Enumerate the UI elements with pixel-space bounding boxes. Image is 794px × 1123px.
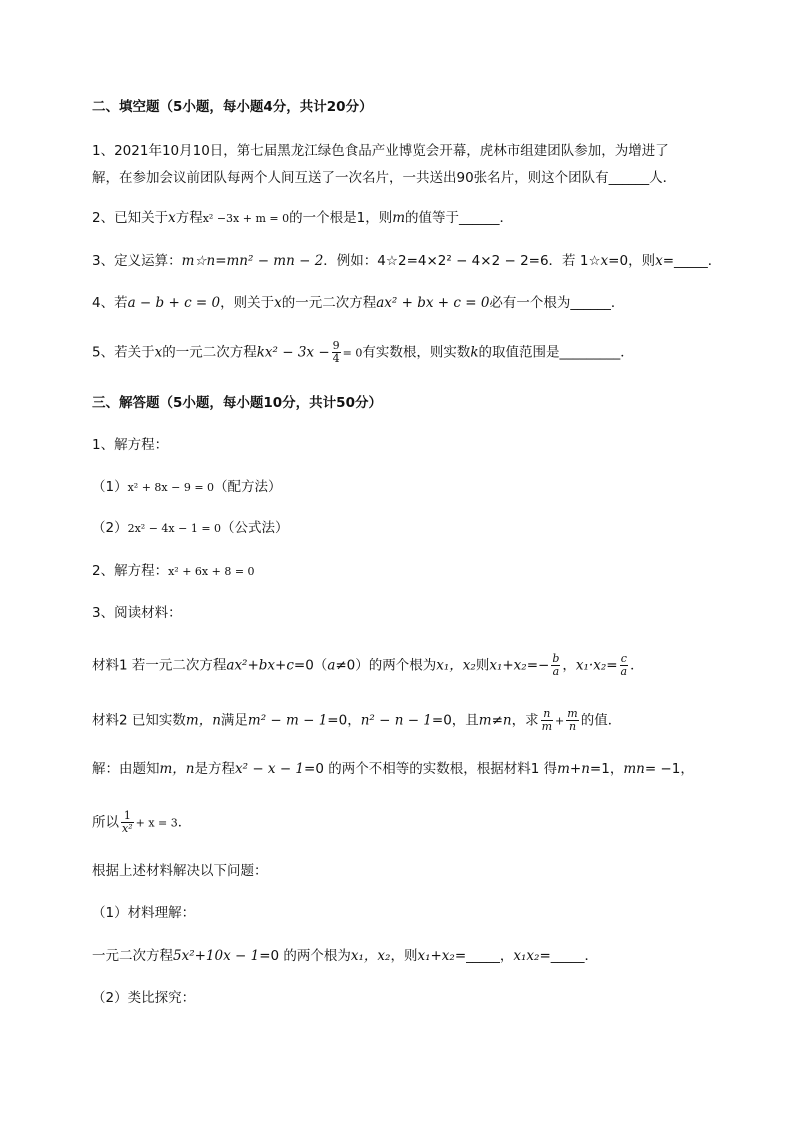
- conclusion-line: [92, 810, 191, 835]
- sub-question-1-title: （1）材料理解：: [92, 905, 196, 921]
- q3-text: 3、定义运算：: [92, 253, 182, 269]
- m1-text: 则: [475, 657, 490, 674]
- q5-fraction-denominator: 4: [332, 352, 340, 365]
- q5-fraction-numerator: 9: [332, 339, 340, 352]
- m2-condition: m≠n: [478, 712, 512, 729]
- m2-text: 材料2 已知实数: [92, 712, 186, 729]
- m1-equation: ax²+bx+c: [226, 657, 294, 674]
- sol-sum: m+n: [557, 761, 590, 777]
- l1-equation: 5x²+10x − 1: [173, 948, 260, 964]
- sol-text: = −1，: [644, 761, 694, 777]
- p1-1-equation: x² + 8x − 9 = 0: [127, 481, 215, 494]
- q4-text: ，则关于: [220, 295, 275, 311]
- m1-var: a: [327, 657, 336, 674]
- q5-equation: = 0: [342, 346, 363, 360]
- q3-var: x: [600, 253, 609, 269]
- m1-text: ，: [562, 657, 576, 674]
- p2-label: 2、解方程：: [92, 563, 169, 579]
- fraction-denominator: x²: [122, 822, 133, 835]
- question-5: [92, 340, 634, 365]
- q5-equation: kx² − 3x −: [256, 344, 330, 361]
- sub-question-2-title: （2）类比探究：: [92, 990, 196, 1006]
- q4-condition: a − b + c = 0: [127, 295, 221, 311]
- m1-text: ≠0）的两个根为: [335, 657, 437, 674]
- p2-equation: x² + 6x + 8 = 0: [168, 565, 255, 578]
- question-1-line-1: 1、2021年10月10日，第七届黑龙江绿色食品产业博览会开幕，虎林市组建团队参加，为增进了: [92, 143, 669, 159]
- m1-roots: x₁，x₂: [436, 657, 476, 674]
- sol-text: 解：由题知: [92, 761, 160, 777]
- material-2: [92, 708, 621, 733]
- material-1: [92, 653, 644, 678]
- q3-text: =0，则: [608, 253, 656, 269]
- sol-text: =0 的两个不相等的实数根，根据材料1 得: [304, 761, 558, 777]
- p1-2-label: （2）: [92, 520, 128, 536]
- q2-text: 2、已知关于: [92, 210, 169, 226]
- m1-sum: x₁+x₂: [489, 657, 527, 674]
- q2-var: m: [392, 210, 406, 226]
- q5-text: 的一元二次方程: [162, 344, 257, 361]
- fraction-denominator: m: [541, 720, 553, 733]
- m1-text: =0（: [293, 657, 328, 674]
- problem-1-part-2: [92, 518, 289, 539]
- m2-text: =0，: [327, 712, 361, 729]
- l1-text: ，则: [390, 948, 418, 964]
- m2-text: =0，且: [431, 712, 479, 729]
- q3-definition: m☆n=mn² − mn − 2: [181, 253, 324, 269]
- fraction-denominator: n: [568, 720, 577, 733]
- fraction-numerator: b: [552, 652, 560, 665]
- problem-1-part-1: [92, 477, 282, 498]
- q4-text: 4、若: [92, 295, 128, 311]
- m1-fraction-b-over-a: [551, 653, 560, 678]
- m1-text: 材料1 若一元二次方程: [92, 657, 227, 674]
- question-1-line-2: 解，在参加会议前团队每两个人间互送了一次名片，一共送出90张名片，则这个团队有______人．: [92, 170, 677, 186]
- q5-fraction: [332, 340, 341, 365]
- m1-text: ．: [630, 657, 644, 674]
- l1-text: =_____．: [539, 948, 599, 964]
- question-4: [92, 293, 624, 313]
- problem-1: 1、解方程：: [92, 437, 169, 453]
- problem-2: [92, 561, 255, 582]
- m1-fraction-c-over-a: [620, 653, 629, 678]
- fraction-numerator: n: [541, 708, 553, 721]
- fraction-denominator: a: [620, 665, 628, 678]
- q2-text: 方程: [175, 210, 203, 226]
- q4-text: 的一元二次方程: [281, 295, 377, 311]
- sol-equation: x² − x − 1: [235, 761, 305, 777]
- sol-text: 是方程: [194, 761, 235, 777]
- p1-2-equation: 2x² − 4x − 1 = 0: [127, 522, 222, 535]
- so-equation: + x = 3: [135, 816, 178, 830]
- m1-text: =: [606, 657, 618, 674]
- question-3: [92, 251, 721, 271]
- m2-vars: m，n: [185, 712, 221, 729]
- question-2: [92, 208, 513, 229]
- p1-1-method: （配方法）: [214, 479, 282, 495]
- q2-text: 的值等于______．: [405, 210, 514, 226]
- sol-text: =1，: [589, 761, 624, 777]
- fraction-numerator: 1: [121, 810, 134, 823]
- m2-text: 满足: [220, 712, 248, 729]
- q3-var: x: [655, 253, 663, 269]
- sol-product: mn: [623, 761, 645, 777]
- q4-var: x: [274, 295, 282, 311]
- q5-text: 5、若关于: [92, 344, 155, 361]
- l1-product: x₁x₂: [513, 948, 540, 964]
- fraction-numerator: c: [620, 652, 627, 665]
- q2-var: x: [168, 210, 176, 226]
- q4-text: 必有一个根为______．: [489, 295, 625, 311]
- l1-sum: x₁+x₂: [417, 948, 455, 964]
- m2-text: ，求: [511, 712, 539, 729]
- q3-text: =_____．: [662, 253, 722, 269]
- solution-line: [92, 759, 694, 779]
- question-intro: 根据上述材料解决以下问题：: [92, 863, 268, 879]
- m1-text: =−: [526, 657, 550, 674]
- l1-text: =0 的两个根为: [259, 948, 351, 964]
- q5-text: 的取值范围是_________．: [478, 344, 634, 361]
- m1-product: x₁·x₂: [575, 657, 607, 674]
- l1-roots: x₁，x₂: [350, 948, 391, 964]
- q3-text: ．例如：4☆2=4×2² − 4×2 − 2=6．若 1☆: [323, 253, 601, 269]
- so-text: 所以: [92, 814, 119, 831]
- q4-equation: ax² + bx + c = 0: [376, 295, 490, 311]
- q2-equation: x² −3x + m = 0: [202, 212, 290, 225]
- m2-fraction-n-over-m: [541, 708, 553, 733]
- q2-text: 的一个根是1，则: [289, 210, 393, 226]
- p1-2-method: （公式法）: [221, 520, 289, 536]
- section-fill-in-title: 二、填空题（5小题，每小题4分，共计20分）: [92, 99, 373, 115]
- l1-text: =_____，: [454, 948, 514, 964]
- m2-equation: m² − m − 1: [247, 712, 328, 729]
- problem-3: 3、阅读材料：: [92, 605, 182, 621]
- sub-question-1-line: [92, 946, 598, 966]
- so-fraction-1-over-x2: [121, 810, 134, 835]
- fraction-denominator: a: [552, 665, 560, 678]
- so-text: ．: [177, 814, 192, 831]
- fraction-numerator: m: [567, 707, 578, 720]
- p1-1-label: （1）: [92, 479, 128, 495]
- m2-equation: n² − n − 1: [360, 712, 432, 729]
- q5-var: k: [470, 344, 479, 361]
- sol-vars: m，n: [159, 761, 195, 777]
- m2-text: 的值．: [580, 712, 622, 729]
- q5-var: x: [154, 344, 163, 361]
- section-answer-title: 三、解答题（5小题，每小题10分，共计50分）: [92, 395, 382, 411]
- m2-fraction-m-over-n: [566, 708, 578, 733]
- m2-plus: +: [555, 714, 565, 728]
- q5-text: 有实数根，则实数: [362, 344, 471, 361]
- l1-text: 一元二次方程: [92, 948, 173, 964]
